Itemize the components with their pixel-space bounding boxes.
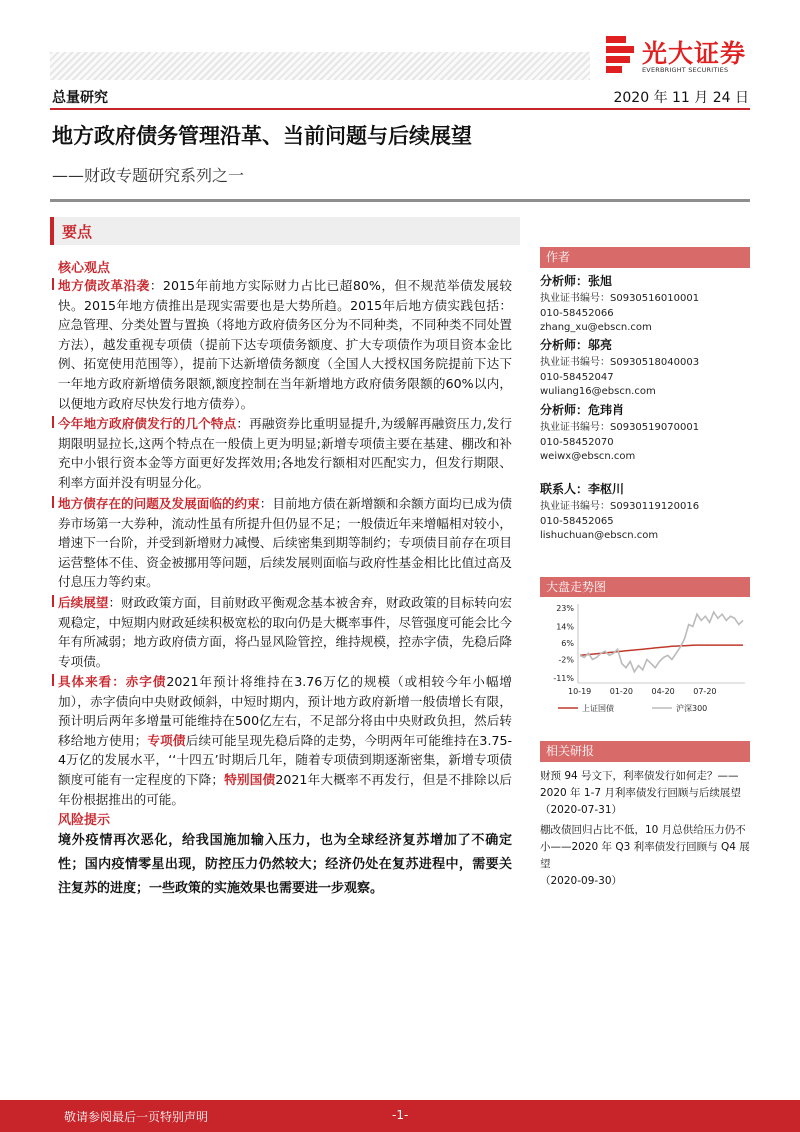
analyst-email[interactable]: zhang_xu@ebscn.com [540, 322, 652, 333]
paragraph-text: ：目前地方债在新增额和余额方面均已成为债券市场第一大券种，流动性虽有所提升但仍显不足；一般债近年来增幅相对较小，增速下一台阶，并受到新增财力减慢、后续密集到期等制约；专项债目前存在项目运营整体不佳、资金被挪用等问题，后续发展则面临与政府性基金相比比值过高及付息压力等约束。 [58, 496, 513, 590]
paragraph-outlook [58, 593, 512, 671]
paragraph-details [58, 672, 512, 809]
legend-label-treasury: 上证国债 [582, 704, 614, 713]
analyst-name: 分析师：邬亮 [540, 338, 613, 352]
analyst-name: 分析师：危玮肖 [540, 403, 625, 417]
chart-heading: 大盘走势图 [540, 577, 750, 597]
key-points-bar [50, 217, 520, 245]
analyst-email[interactable]: wuliang16@ebscn.com [540, 386, 656, 397]
paragraph-lead: 地方债改革沿袭 [58, 278, 150, 293]
related-divider [540, 761, 750, 762]
paragraph-text: ：再融资券比重明显提升,为缓解再融资压力,发行期限明显拉长,这两个特点在一般债上更为明显;新增专项债主要在基建、棚改和补充中小银行资本金等方面更好发挥效用;各地发行额相对匹配实力，但发行期限、利率方面并没有明显分化。 [58, 416, 512, 490]
paragraph-marker [52, 496, 54, 508]
analyst-phone: 010-58452070 [540, 436, 614, 448]
core-view-heading: 核心观点 [58, 261, 111, 276]
series-line-treasury [580, 645, 743, 655]
analyst-card [540, 401, 750, 465]
x-tick-label: 01-20 [609, 687, 633, 696]
x-tick-label: 10-19 [568, 687, 592, 696]
analyst-card [540, 336, 750, 400]
header-hatch-band [50, 52, 590, 80]
paragraph-lead: 具体来看：赤字债 [58, 674, 167, 689]
paragraph-marker [52, 278, 54, 290]
paragraph-text: 2021年大概率不再发行，但是不排除以后年份根据推出的可能。 [58, 771, 513, 807]
contact-cert: 执业证书编号：S0930119120016 [540, 501, 700, 512]
title-divider [50, 199, 750, 202]
paragraph-text: 2021年预计将维持在3.76万亿的规模（或相较今年小幅增加），赤字债向中央财政倾斜，中短时期内，预计地方政府新增一般债增长有限，预计明后两年多增量可能维持在500亿左右，不足部分将由中央财政负担，然后转移给地方使用； [58, 674, 513, 748]
paragraph-lead: 后续展望 [58, 595, 109, 610]
y-tick-label: 6% [561, 639, 574, 648]
related-report-item[interactable] [540, 822, 750, 890]
y-tick-label: -2% [558, 655, 574, 665]
contact-card [540, 480, 750, 544]
analyst-cert: 执业证书编号：S0930518040003 [540, 357, 700, 368]
paragraph-features [58, 414, 512, 492]
contact-phone: 010-58452065 [540, 515, 614, 527]
related-report-date: （2020-09-30） [540, 875, 623, 887]
x-tick-label: 07-20 [693, 687, 717, 696]
related-report-date: （2020-07-31） [540, 804, 623, 816]
paragraph-problems [58, 494, 512, 592]
paragraph-text: ：2015年前地方实际财力占比已超80%，但不规范举债发展较快。2015年地方债推出是现实需要也是大势所趋。2015年后地方债实践包括：应急管理、分类处置与置换（将地方政府债务区分为不同种类，不同种类不同处置方法），越发重视专项债（提前下达专项债务额度、扩大专项债作为项目资本金比例、拓宽使用范围等），提前下达新增债务额度（全国人大授权国务院提前下达下一年地方政府新增债务限额,额度控制在当年新增地方政府债务限额的60%以内，以便地方政府尽快发行地方债券）。 [58, 278, 513, 411]
related-report-title: 财预 94 号文下，利率债发行如何走？——2020 年 1-7 月利率债发行回顾与后续展望 [540, 770, 741, 799]
paragraph-text: ：财政政策方面，目前财政平衡观念基本被舍弃，财政政策的目标转向宏观稳定，中短期内财政延续积极宽松的取向仍是大概率事件，尽管强度可能会比今年有所减弱；地方政府债方面，将凸显风险管控，维持规模，控赤字债，先稳后降专项债。 [58, 595, 513, 669]
related-report-item[interactable] [540, 768, 750, 819]
paragraph-marker [52, 674, 54, 686]
contact-name: 联系人：李枢川 [540, 482, 625, 496]
report-title: 地方政府债务管理沿革、当前问题与后续展望 [52, 124, 472, 148]
header-divider [50, 108, 750, 110]
brand-name: 光大证券 [642, 39, 747, 68]
report-type: 总量研究 [52, 90, 108, 106]
analyst-phone: 010-58452047 [540, 371, 614, 383]
analyst-name: 分析师：张旭 [540, 274, 613, 288]
paragraph-lead: 特别国债 [224, 771, 276, 787]
paragraph-text: 后续可能呈现先稳后降的走势，今明两年可能维持在3.75-4万亿的发展水平，‘‘十四五’时期后几年，随着专项债到期逐渐密集，新增专项债额度可能有一定程度的下降； [58, 732, 513, 787]
brand-logo-icon [606, 36, 634, 74]
related-report-title: 棚改债回归占比不低，10 月总供给压力仍不小——2020 年 Q3 利率债发行回顾与 Q4 展望 [540, 824, 750, 870]
market-trend-chart [540, 600, 750, 715]
analyst-cert: 执业证书编号：S0930516010001 [540, 293, 700, 304]
paragraph-reform [58, 276, 512, 413]
legend-label-csi300: 沪深300 [676, 704, 708, 713]
footer-disclaimer[interactable]: 敬请参阅最后一页特别声明 [64, 1110, 209, 1124]
paragraph-marker [52, 416, 54, 428]
paragraph-lead: 今年地方政府债发行的几个特点 [58, 416, 237, 431]
key-points-label: 要点 [62, 223, 93, 241]
y-tick-label: 23% [556, 604, 574, 613]
contact-email[interactable]: lishuchuan@ebscn.com [540, 530, 659, 541]
report-subtitle: ——财政专题研究系列之一 [52, 166, 245, 185]
analyst-phone: 010-58452066 [540, 307, 614, 319]
paragraph-marker [52, 595, 54, 607]
paragraph-lead: 专项债 [147, 732, 186, 748]
risk-heading: 风险提示 [58, 813, 111, 828]
authors-divider [540, 267, 750, 268]
analyst-cert: 执业证书编号：S0930519070001 [540, 422, 700, 433]
analyst-email[interactable]: weiwx@ebscn.com [540, 451, 636, 462]
paragraph-lead: 地方债存在的问题及发展面临的约束 [58, 496, 260, 511]
related-heading: 相关研报 [540, 741, 750, 761]
analyst-card [540, 272, 750, 336]
report-date: 2020 年 11 月 24 日 [613, 90, 749, 106]
x-tick-label: 04-20 [651, 687, 675, 696]
brand-name-en: EVERBRIGHT SECURITIES [642, 66, 729, 74]
authors-heading: 作者 [540, 247, 750, 267]
risk-text: 境外疫情再次恶化，给我国施加输入压力，也为全球经济复苏增加了不确定性；国内疫情零星出现，防控压力仍然较大；经济仍处在复苏进程中，需要关注复苏的进度；一些政策的实施效果也需要进一步观察。 [58, 833, 512, 896]
y-tick-label: -11% [553, 674, 574, 683]
y-tick-label: 14% [556, 622, 574, 632]
series-line-csi300 [580, 612, 743, 672]
page-number: -1- [392, 1108, 409, 1122]
